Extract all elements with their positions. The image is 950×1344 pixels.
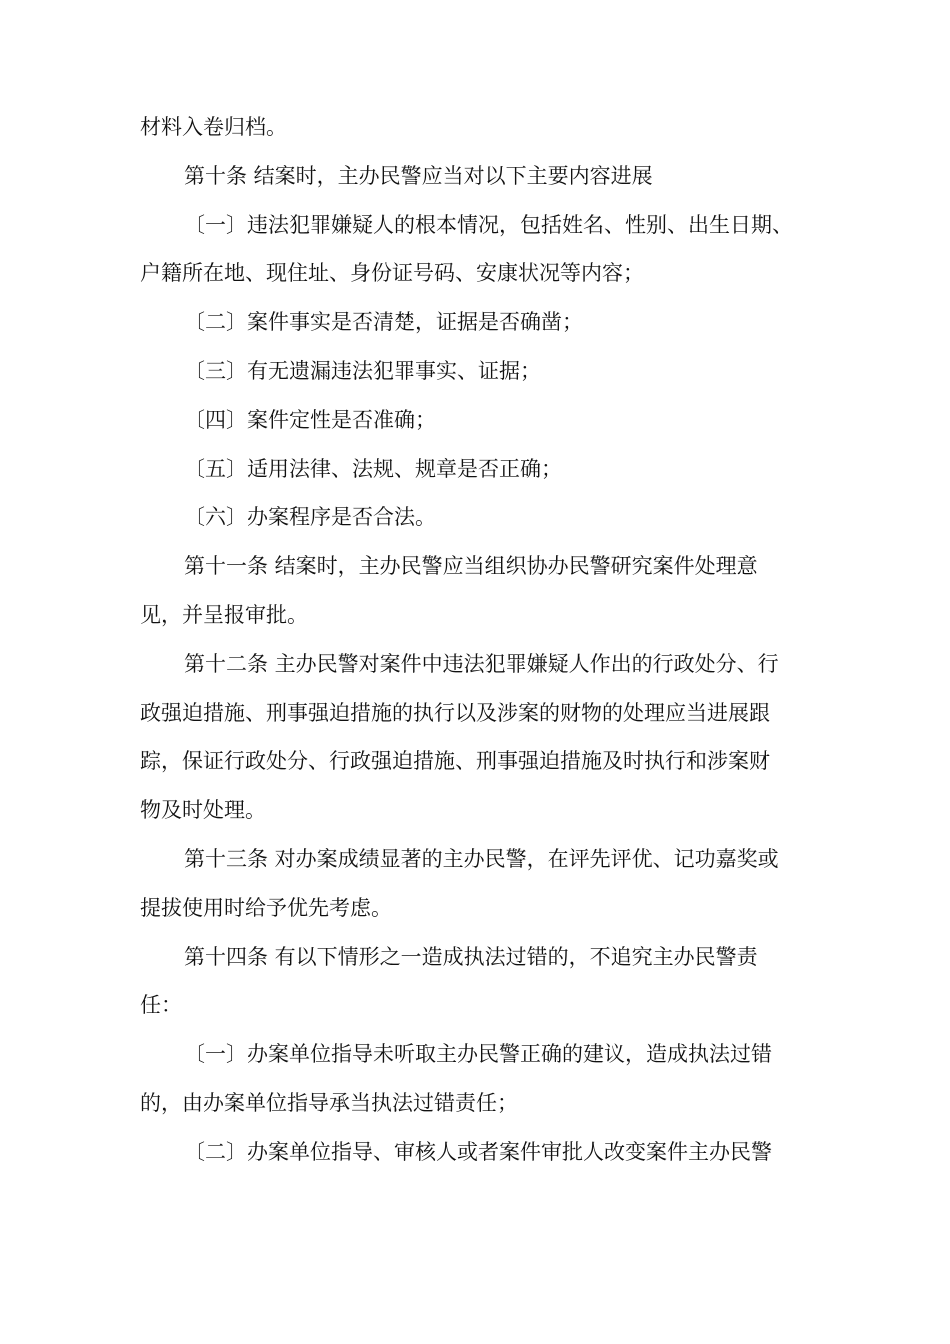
text-line: 的，由办案单位指导承当执法过错责任； xyxy=(140,1090,518,1115)
text-line: 〔二〕办案单位指导、审核人或者案件审批人改变案件主办民警 xyxy=(184,1139,772,1164)
text-line: 〔六〕办案程序是否合法。 xyxy=(184,505,436,530)
paragraph xyxy=(140,1128,826,1177)
text-line: 〔五〕适用法律、法规、规章是否正确； xyxy=(184,456,562,481)
text-line: 材料入卷归档。 xyxy=(140,115,287,139)
text-line: 第十三条 对办案成绩显著的主办民警，在评先评优、记功嘉奖或 xyxy=(184,846,779,871)
text-line: 踪，保证行政处分、行政强迫措施、刑事强迫措施及时执行和涉案财 xyxy=(140,749,770,774)
paragraph xyxy=(140,103,826,152)
text-line: 第十条 结案时，主办民警应当对以下主要内容进展 xyxy=(184,163,653,188)
text-line: 见，并呈报审批。 xyxy=(140,602,308,627)
text-line: 第十四条 有以下情形之一造成执法过错的，不追究主办民警责 xyxy=(184,944,758,969)
paragraph xyxy=(140,933,826,1031)
text-line: 〔二〕案件事实是否清楚，证据是否确凿； xyxy=(184,310,583,335)
paragraph xyxy=(140,152,826,201)
paragraph xyxy=(140,298,826,347)
text-line: 提拔使用时给予优先考虑。 xyxy=(140,895,392,920)
text-line: 〔一〕办案单位指导未听取主办民警正确的建议，造成执法过错 xyxy=(184,1042,772,1067)
paragraph xyxy=(140,493,826,542)
text-line: 户籍所在地、现住址、身份证号码、安康状况等内容； xyxy=(140,261,644,286)
paragraph xyxy=(140,347,826,396)
text-line: 〔一〕违法犯罪嫌疑人的根本情况，包括姓名、性别、出生日期、 xyxy=(184,212,793,237)
paragraph xyxy=(140,835,826,933)
text-line: 政强迫措施、刑事强迫措施的执行以及涉案的财物的处理应当进展跟 xyxy=(140,700,770,725)
text-line: 物及时处理。 xyxy=(140,798,266,823)
text-line: 〔四〕案件定性是否准确； xyxy=(184,407,436,432)
paragraph xyxy=(140,396,826,445)
text-line: 任： xyxy=(140,993,182,1018)
paragraph xyxy=(140,445,826,494)
text-line: 第十一条 结案时，主办民警应当组织协办民警研究案件处理意 xyxy=(184,554,758,579)
paragraph xyxy=(140,201,826,299)
document-body xyxy=(140,103,826,1177)
paragraph xyxy=(140,542,826,640)
text-line: 〔三〕有无遗漏违法犯罪事实、证据； xyxy=(184,358,541,383)
text-line: 第十二条 主办民警对案件中违法犯罪嫌疑人作出的行政处分、行 xyxy=(184,651,779,676)
paragraph xyxy=(140,640,826,835)
paragraph xyxy=(140,1030,826,1128)
